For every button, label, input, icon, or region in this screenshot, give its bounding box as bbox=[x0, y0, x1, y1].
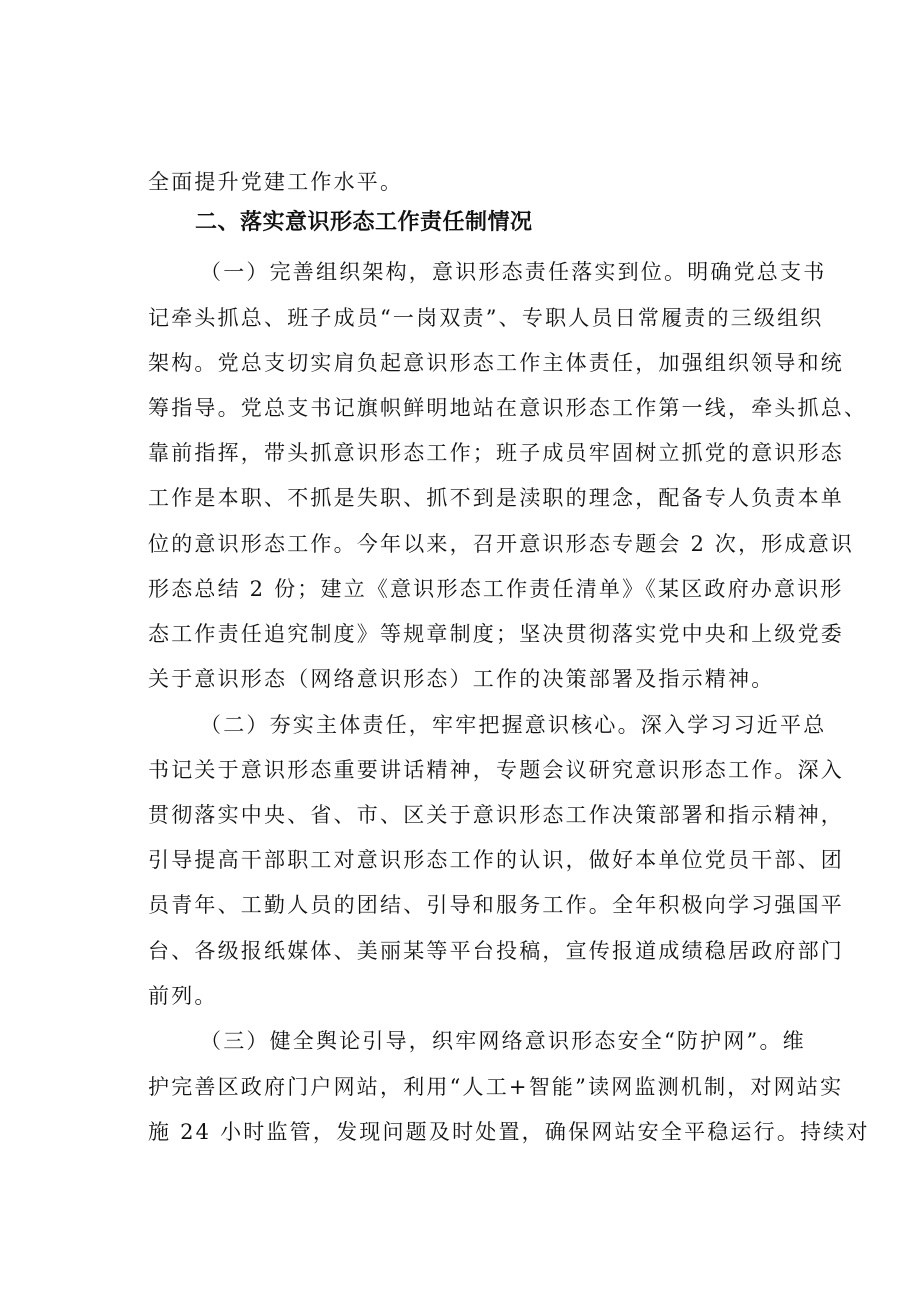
paragraph-line: 靠前指挥，带头抓意识形态工作；班子成员牢固树立抓党的意识形态 bbox=[148, 441, 844, 465]
paragraph-line: 位的意识形态工作。今年以来，召开意识形态专题会 2 次，形成意识 bbox=[148, 532, 855, 556]
paragraph-line: 架构。党总支切实肩负起意识形态工作主体责任，加强组织领导和统 bbox=[148, 351, 844, 375]
paragraph-line: 形态总结 2 份；建立《意识形态工作责任清单》《某区政府办意识形 bbox=[148, 577, 844, 601]
paragraph-line: （一）完善组织架构，意识形态责任落实到位。明确党总支书 bbox=[200, 260, 827, 284]
section-heading: 二、落实意识形态工作责任制情况 bbox=[195, 210, 533, 235]
paragraph-line: 前列。 bbox=[148, 984, 218, 1008]
paragraph-line: （二）夯实主体责任，牢牢把握意识核心。深入学习习近平总 bbox=[200, 713, 827, 737]
paragraph-line: （三）健全舆论引导，织牢网络意识形态安全“防护网”。维 bbox=[200, 1029, 806, 1053]
paragraph-line: 态工作责任追究制度》等规章制度；坚决贯彻落实党中央和上级党委 bbox=[148, 622, 844, 646]
paragraph-line: 工作是本职、不抓是失职、抓不到是渎职的理念，配备专人负责本单 bbox=[148, 486, 844, 510]
paragraph-line: 筹指导。党总支书记旗帜鲜明地站在意识形态工作第一线，牵头抓总、 bbox=[148, 396, 868, 420]
intro-line: 全面提升党建工作水平。 bbox=[148, 170, 404, 194]
paragraph-line: 台、各级报纸媒体、美丽某等平台投稿，宣传报道成绩稳居政府部门 bbox=[148, 939, 844, 963]
paragraph-line: 施 24 小时监管，发现问题及时处置，确保网站安全平稳运行。持续对 bbox=[148, 1120, 870, 1144]
paragraph-line: 贯彻落实中央、省、市、区关于意识形态工作决策部署和指示精神， bbox=[148, 803, 844, 827]
paragraph-line: 关于意识形态（网络意识形态）工作的决策部署及指示精神。 bbox=[148, 667, 775, 691]
paragraph-line: 引导提高干部职工对意识形态工作的认识，做好本单位党员干部、团 bbox=[148, 848, 844, 872]
paragraph-line: 护完善区政府门户网站，利用“人工+智能”读网监测机制，对网站实 bbox=[148, 1075, 844, 1099]
paragraph-line: 书记关于意识形态重要讲话精神，专题会议研究意识形态工作。深入 bbox=[148, 758, 844, 782]
paragraph-line: 员青年、工勤人员的团结、引导和服务工作。全年积极向学习强国平 bbox=[148, 893, 844, 917]
paragraph-line: 记牵头抓总、班子成员“一岗双责”、专职人员日常履责的三级组织 bbox=[148, 306, 824, 330]
